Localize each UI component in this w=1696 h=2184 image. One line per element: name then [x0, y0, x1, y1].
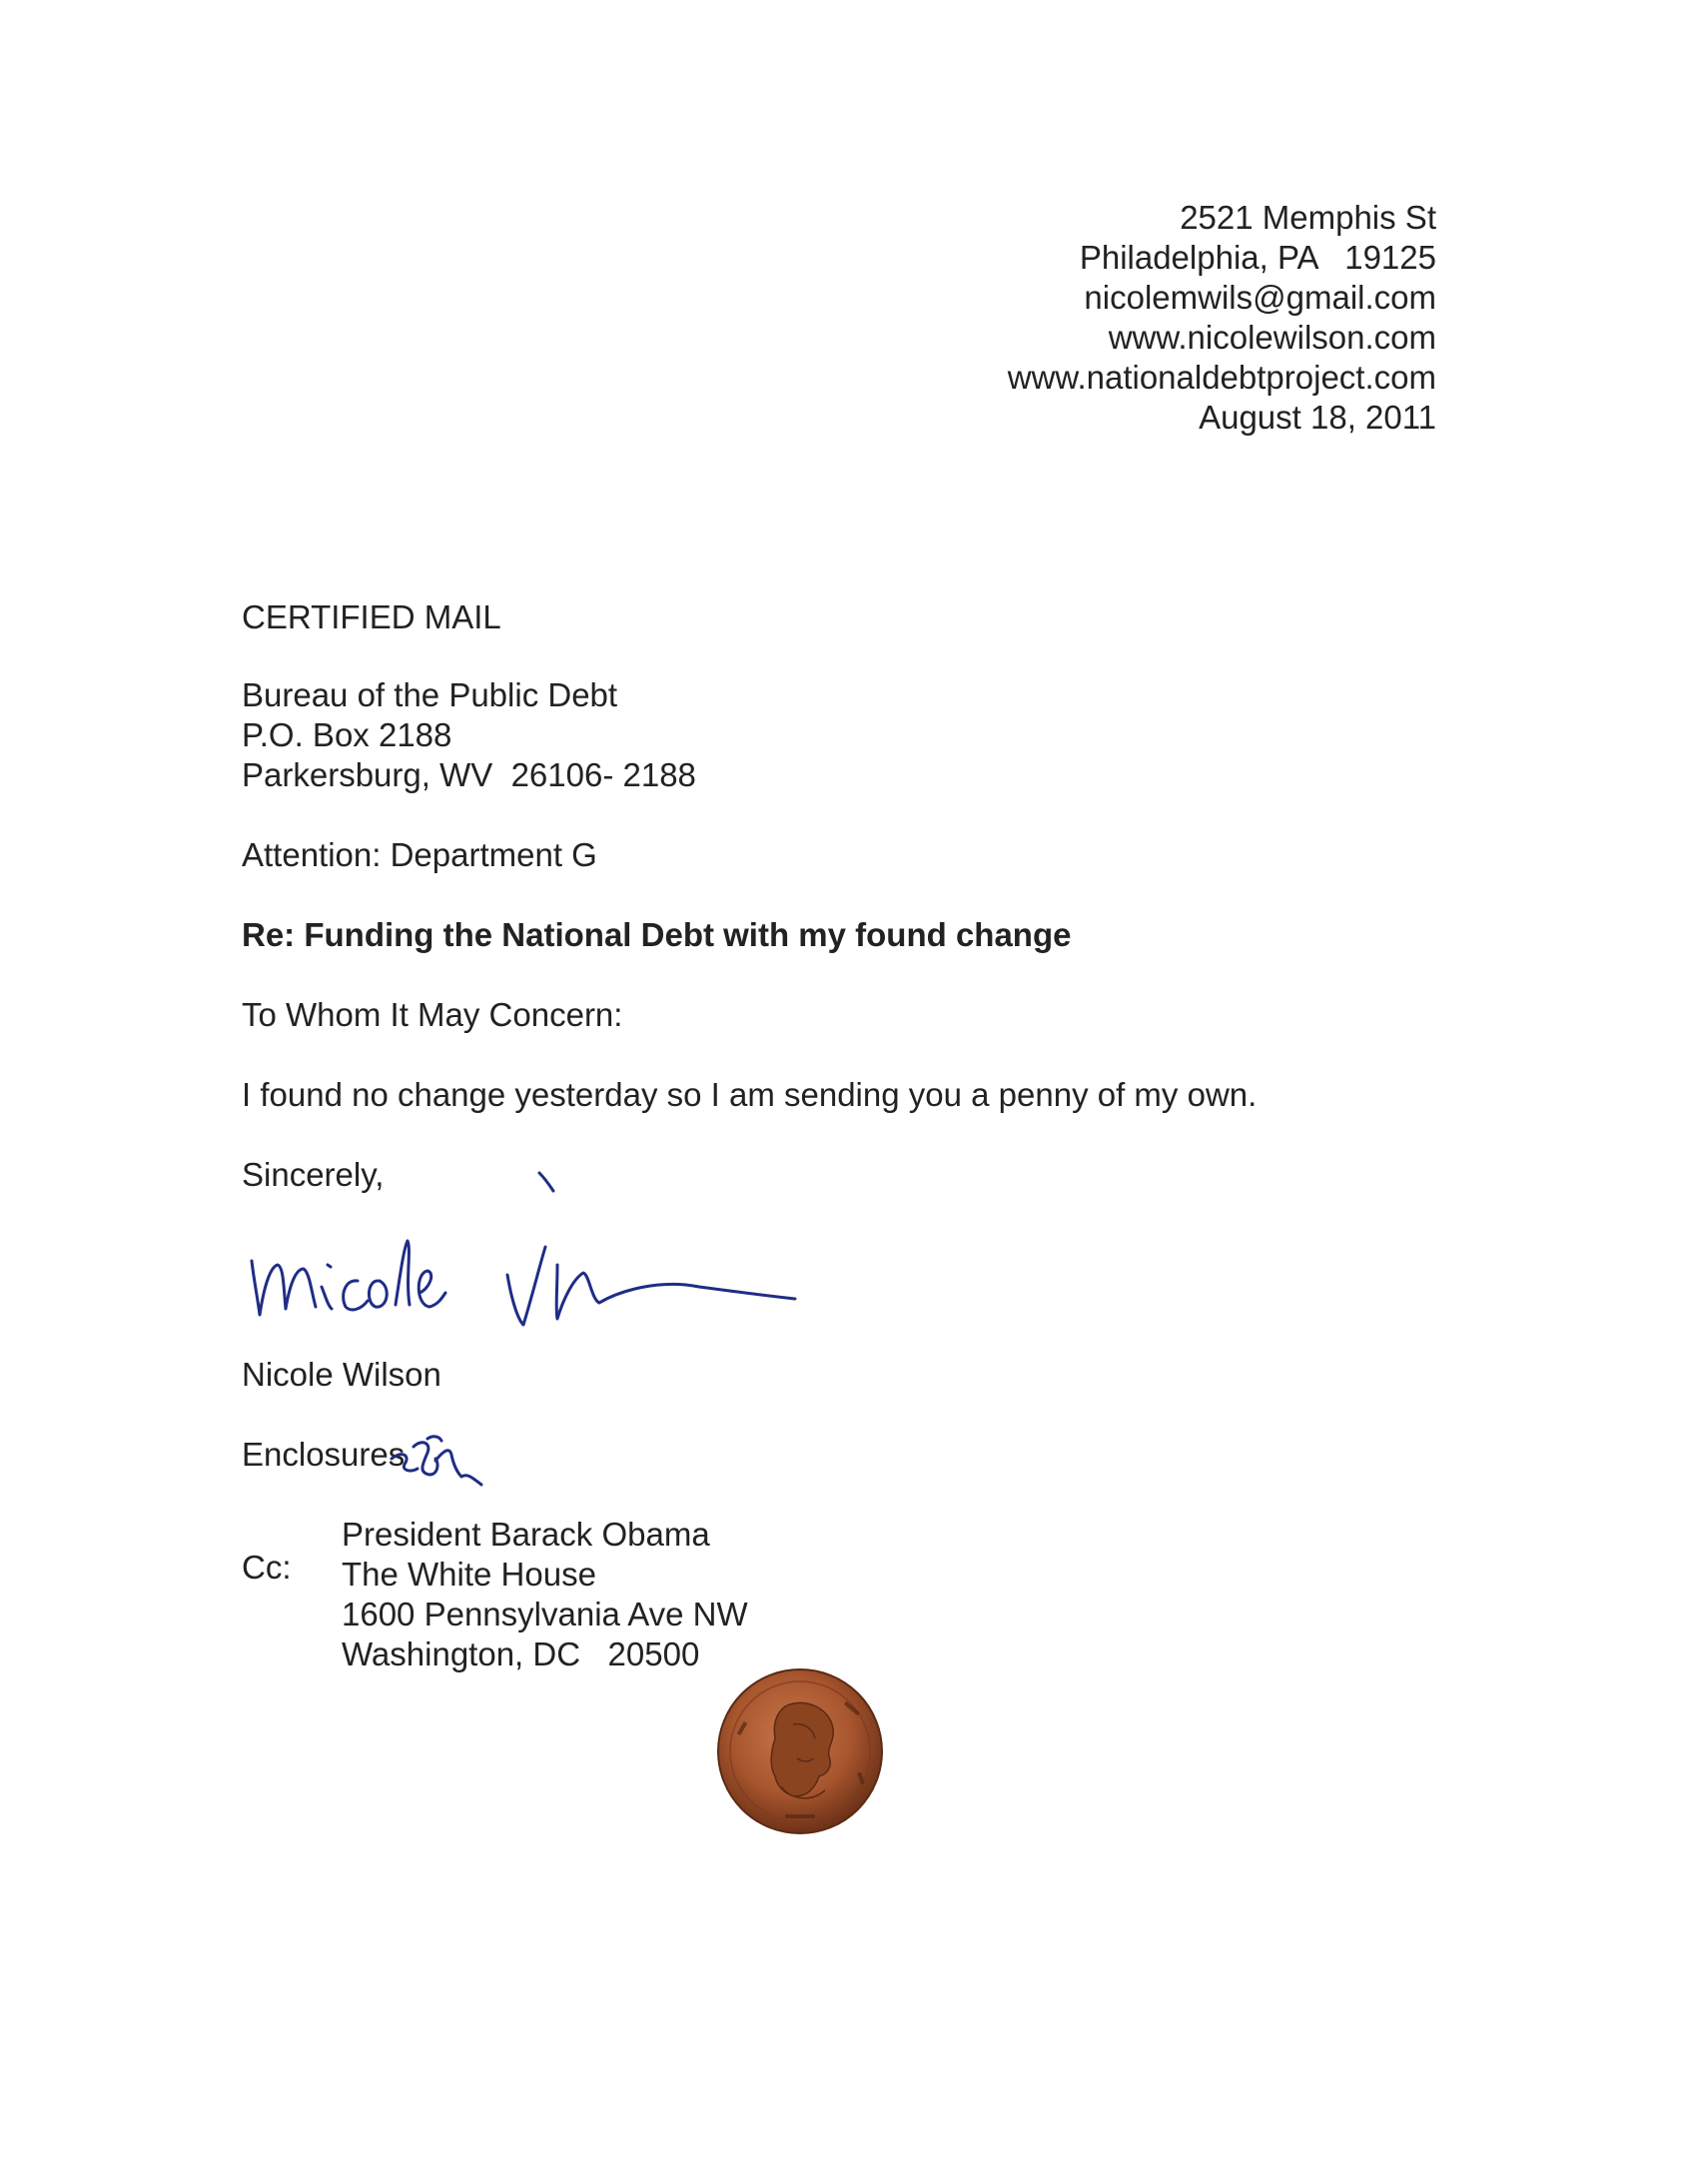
sender-city-line: Philadelphia, PA 19125 — [1079, 239, 1436, 276]
recipient-name: Bureau of the Public Debt — [242, 676, 618, 713]
recipient-po-box: P.O. Box 2188 — [242, 716, 452, 753]
subject-line: Re: Funding the National Debt with my found change — [242, 916, 1072, 953]
cc-org: The White House — [342, 1556, 596, 1593]
cc-city-line: Washington, DC 20500 — [342, 1636, 700, 1672]
handwritten-signature — [240, 1169, 809, 1344]
sender-address-block — [1008, 198, 1436, 438]
sender-street: 2521 Memphis St — [1180, 199, 1436, 236]
enclosures-label: Enclosures — [242, 1436, 406, 1473]
letter-date: August 18, 2011 — [1199, 399, 1436, 436]
sender-website-project: www.nationaldebtproject.com — [1007, 359, 1436, 396]
salutation: To Whom It May Concern: — [242, 996, 623, 1033]
cc-street: 1600 Pennsylvania Ave NW — [342, 1596, 748, 1633]
sender-website-personal: www.nicolewilson.com — [1108, 319, 1436, 356]
attention-line: Attention: Department G — [242, 836, 597, 873]
sender-email: nicolemwils@gmail.com — [1084, 279, 1436, 316]
recipient-city-line: Parkersburg, WV 26106- 2188 — [242, 756, 696, 793]
cc-name: President Barack Obama — [342, 1516, 710, 1553]
cc-label: Cc: — [242, 1549, 292, 1586]
penny-coin-image — [715, 1666, 885, 1836]
signer-name: Nicole Wilson — [242, 1356, 441, 1393]
enclosures-handwritten-scribble — [388, 1429, 487, 1489]
cc-address-block — [342, 1515, 748, 1674]
mail-type: CERTIFIED MAIL — [242, 598, 501, 635]
closing: Sincerely, — [242, 1156, 385, 1193]
body-paragraph: I found no change yesterday so I am sending you a penny of my own. — [242, 1076, 1258, 1113]
recipient-address-block — [242, 675, 696, 795]
